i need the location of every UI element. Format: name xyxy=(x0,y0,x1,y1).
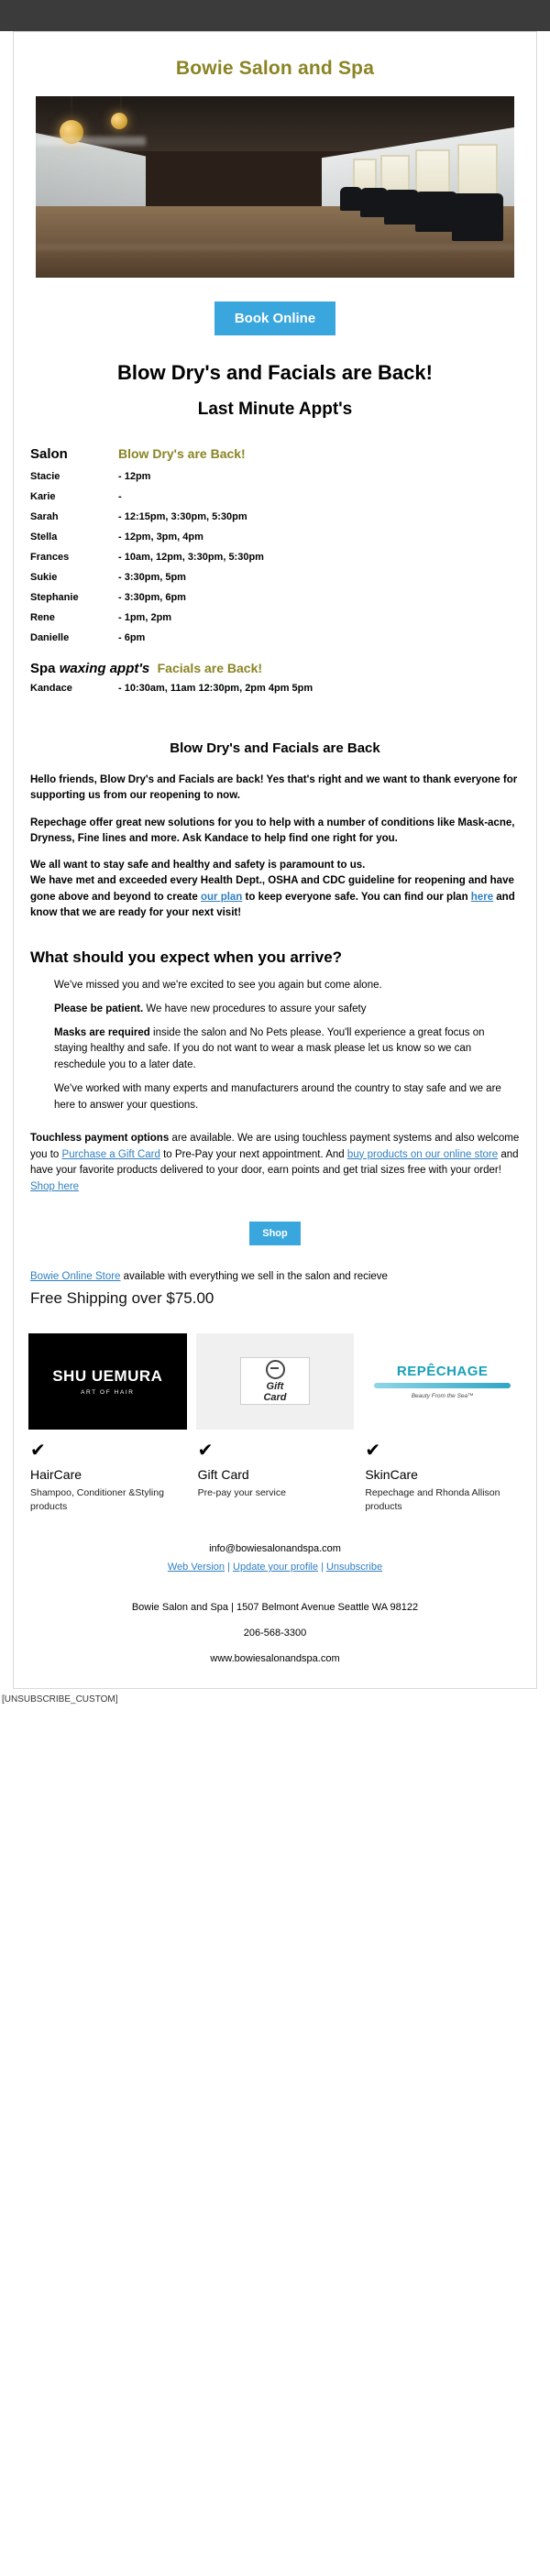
footer-email: info@bowiesalonandspa.com xyxy=(209,1543,341,1555)
table-row xyxy=(30,678,520,698)
styling-chair-1 xyxy=(452,193,503,241)
product-cards xyxy=(14,1324,536,1519)
repechage-wave-graphic xyxy=(374,1383,510,1388)
stylist-times: - 10am, 12pm, 3:30pm, 5:30pm xyxy=(118,552,264,563)
online-store-link[interactable]: buy products on our online store xyxy=(346,1148,499,1160)
touchless-text-3: and have your favorite products delivered to your door, earn points and get trial sizes free with your order! xyxy=(30,1148,519,1177)
footer-website: www.bowiesalonandspa.com xyxy=(210,1653,340,1665)
paragraph-1: Hello friends, Blow Dry's and Facials are back! Yes that's right and we want to thank everyone for supporting us from our reopening to now. xyxy=(30,774,518,802)
stylist-times: - 3:30pm, 6pm xyxy=(118,592,186,603)
checkmark-icon: ✔ xyxy=(365,1440,381,1461)
expect-line-3-rest: inside the salon and No Pets please. You'll experience a great focus on staying healthy and safe. If you do not want to wear a mask please let us know so we can reschedule you to a later date. xyxy=(54,1026,485,1071)
book-online-button[interactable]: Book Online xyxy=(214,301,336,335)
table-row xyxy=(30,466,520,487)
expect-title: What should you expect when you arrive? xyxy=(30,948,343,966)
styling-chair-3 xyxy=(384,190,419,225)
touchless-payment-paragraph xyxy=(14,1118,536,1201)
paragraph-3-line-d: and know that we are ready for your next visit! xyxy=(30,891,515,918)
masks-required-bold: Masks are required xyxy=(54,1026,150,1038)
table-row xyxy=(30,567,520,587)
expect-line-1: We've missed you and we're excited to see you again but come alone. xyxy=(54,980,382,991)
stylist-times: - 12pm xyxy=(118,471,151,482)
touchless-bold: Touchless payment options xyxy=(30,1132,170,1144)
spa-provider-name: Kandace xyxy=(30,683,72,694)
email-body xyxy=(13,31,537,1689)
styling-chair-5 xyxy=(340,187,362,211)
stylist-times: - 3:30pm, 5pm xyxy=(118,572,186,583)
table-row xyxy=(30,628,520,648)
footer-separator-1: | xyxy=(227,1562,230,1573)
touchless-text-1: are available. We are using touchless payment systems and also welcome you to xyxy=(30,1132,520,1160)
paragraph-3 xyxy=(14,852,536,926)
book-online-row xyxy=(14,278,536,341)
brand-title: Bowie Salon and Spa xyxy=(175,58,375,79)
pendant-lamp-2 xyxy=(111,113,127,129)
be-patient-bold: Please be patient. xyxy=(54,1003,144,1014)
card-description: Pre-pay your service xyxy=(197,1486,286,1498)
stylist-name: Sarah xyxy=(30,511,59,522)
bowie-online-store-link[interactable]: Bowie Online Store xyxy=(30,1270,121,1282)
section-title: Blow Dry's and Facials are Back xyxy=(170,740,380,756)
purchase-gift-card-link[interactable]: Purchase a Gift Card xyxy=(61,1148,160,1160)
paragraph-3-line-a: We all want to stay safe and healthy and safety is paramount to us. xyxy=(30,860,366,871)
unsubscribe-link[interactable]: Unsubscribe xyxy=(325,1562,383,1573)
store-line-text: available with everything we sell in the salon and recieve xyxy=(120,1270,388,1282)
schedule-header-row xyxy=(30,442,520,466)
expect-line-4: We've worked with many experts and manufacturers around the country to stay safe and we are here to answer your questions. xyxy=(54,1083,501,1111)
salon-interior-photo xyxy=(36,96,514,278)
gift-card-text-1: Gift xyxy=(266,1380,284,1392)
footer-address: Bowie Salon and Spa | 1507 Belmont Avenue Seattle WA 98122 xyxy=(131,1602,419,1614)
gift-card-image xyxy=(196,1333,355,1430)
spa-label: Spa xyxy=(30,661,56,676)
schedule-section xyxy=(14,434,536,698)
facials-back-label: Facials are Back! xyxy=(157,661,263,675)
shop-button-row xyxy=(14,1201,536,1255)
expect-line-2-rest: We have new procedures to assure your safety xyxy=(143,1003,367,1014)
shu-uemura-wordmark: SHU UEMURA xyxy=(52,1366,163,1385)
top-bar xyxy=(0,0,550,31)
expect-line-3 xyxy=(14,1022,536,1078)
table-row xyxy=(30,527,520,547)
gift-bow-icon xyxy=(266,1360,285,1379)
styling-chair-4 xyxy=(360,188,388,217)
styling-chair-2 xyxy=(415,192,457,232)
free-shipping-text: Free Shipping over $75.00 xyxy=(30,1288,214,1307)
card-skincare xyxy=(363,1333,522,1514)
checkmark-icon: ✔ xyxy=(197,1440,214,1461)
paragraph-3-line-b: We have met and exceeded every Health Dept., OSHA and CDC guideline for reopening and have gone above and beyond to create xyxy=(30,875,514,903)
card-title: HairCare xyxy=(30,1466,82,1482)
pendant-cord-2 xyxy=(120,96,122,115)
store-line xyxy=(14,1255,536,1284)
schedule-blowdry-header: Blow Dry's are Back! xyxy=(118,446,246,461)
stylist-times: - 12pm, 3pm, 4pm xyxy=(118,532,204,543)
expect-line-2 xyxy=(14,998,536,1022)
table-row xyxy=(30,487,520,507)
table-row xyxy=(30,507,520,527)
email-outer-wrap xyxy=(0,31,550,1689)
headline: Blow Dry's and Facials are Back! xyxy=(117,361,433,384)
gift-card-graphic xyxy=(240,1357,310,1405)
repechage-logo xyxy=(363,1333,522,1430)
unsubscribe-token: [UNSUBSCRIBE_CUSTOM] xyxy=(2,1694,118,1705)
repechage-tagline: Beauty From the Sea™ xyxy=(411,1392,474,1399)
stylist-name: Stella xyxy=(30,532,58,543)
spa-provider-times: - 10:30am, 11am 12:30pm, 2pm 4pm 5pm xyxy=(118,683,314,694)
touchless-text-2: to Pre-Pay your next appointment. And xyxy=(160,1148,347,1160)
schedule-table xyxy=(30,442,520,648)
table-row xyxy=(30,547,520,567)
stylist-name: Stephanie xyxy=(30,592,79,603)
stylist-name: Frances xyxy=(30,552,70,563)
stylist-times: - 12:15pm, 3:30pm, 5:30pm xyxy=(118,511,248,522)
footer-separator-2: | xyxy=(321,1562,324,1573)
stylist-times: - 1pm, 2pm xyxy=(118,612,172,623)
web-version-link[interactable]: Web Version xyxy=(167,1562,226,1573)
shu-uemura-tagline: ART OF HAIR xyxy=(81,1388,135,1396)
card-haircare xyxy=(28,1333,187,1514)
stylist-times: - xyxy=(118,491,122,502)
spa-header xyxy=(30,648,520,678)
shop-button[interactable]: Shop xyxy=(249,1222,301,1245)
repechage-wordmark: REPÊCHAGE xyxy=(396,1363,489,1379)
stylist-times: - 6pm xyxy=(118,632,146,643)
paragraph-3-line-c: to keep everyone safe. You can find our plan xyxy=(242,891,471,903)
stylist-name: Karie xyxy=(30,491,56,502)
our-plan-link[interactable]: our plan xyxy=(200,891,243,903)
stylist-name: Danielle xyxy=(30,632,70,643)
stylist-name: Stacie xyxy=(30,471,60,482)
shu-uemura-logo xyxy=(28,1333,187,1430)
stylist-name: Rene xyxy=(30,612,55,623)
gift-card-text-2: Card xyxy=(263,1391,287,1403)
floor-reflection xyxy=(36,245,514,250)
schedule-salon-header: Salon xyxy=(30,446,68,462)
stylist-name: Sukie xyxy=(30,572,58,583)
table-row xyxy=(30,587,520,608)
card-title: SkinCare xyxy=(365,1466,418,1482)
paragraph-2: Repechage offer great new solutions for you to help with a number of conditions like Mask-acne, Dryness, Fine lines and more. Ask Kandace to help find one right for you. xyxy=(30,817,515,844)
window-glow xyxy=(36,137,146,146)
footer-phone: 206-568-3300 xyxy=(243,1628,307,1639)
spa-label-italic: waxing appt's xyxy=(59,661,150,676)
checkmark-icon: ✔ xyxy=(30,1440,46,1461)
subheadline: Last Minute Appt's xyxy=(197,400,353,419)
card-gift-card xyxy=(196,1333,355,1514)
shop-here-link[interactable]: Shop here xyxy=(30,1181,80,1193)
table-row xyxy=(30,608,520,628)
hero-wrap xyxy=(14,96,536,278)
update-profile-link[interactable]: Update your profile xyxy=(233,1562,318,1573)
footer-contact xyxy=(14,1519,536,1580)
card-description: Shampoo, Conditioner &Styling products xyxy=(30,1486,164,1513)
footer-links xyxy=(30,1554,520,1573)
card-title: Gift Card xyxy=(197,1466,249,1482)
spa-schedule-table xyxy=(30,678,520,698)
pendant-cord-1 xyxy=(71,96,72,122)
here-link[interactable]: here xyxy=(470,891,494,903)
card-description: Repechage and Rhonda Allison products xyxy=(365,1486,500,1513)
